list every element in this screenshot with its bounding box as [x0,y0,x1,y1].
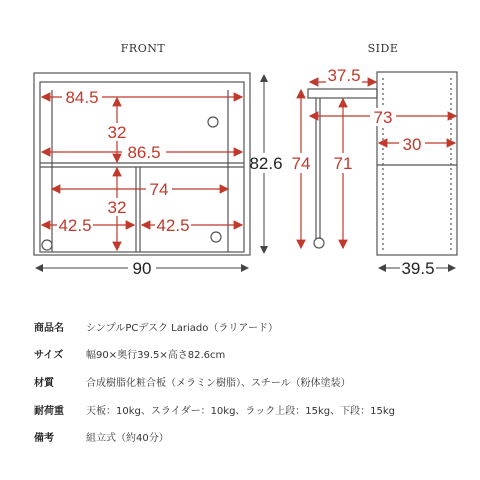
spec-value: 幅90×奥行39.5×高さ82.6cm [86,350,226,361]
side-depth-dim: 39.5 [401,259,435,278]
front-height-dim: 82.6 [249,154,283,173]
front-lower-span-dim: 74 [149,180,169,199]
front-width-dim: 90 [132,259,152,278]
front-knob [208,117,218,127]
side-shelf-depth-dim: 30 [402,135,422,154]
side-total-height-dim: 74 [291,154,311,173]
front-caster-left [42,240,52,250]
spec-label: 材質 [34,378,54,389]
front-view-title: FRONT [120,42,166,55]
spec-value: 組立式（約40分） [86,433,169,444]
front-top-shelf-dim: 84.5 [65,88,99,107]
side-desktop [308,89,377,98]
spec-value: 合成樹脂化粧合板（メラミン樹脂）、スチール（粉体塗装） [86,378,351,389]
side-desk-depth-dim: 73 [373,108,393,127]
spec-row-name [0,319,480,339]
front-middle-width-dim: 86.5 [127,143,161,162]
side-inner-height-dim: 71 [333,154,353,173]
side-caster [314,238,324,248]
spec-label: 商品名 [34,323,64,334]
spec-row-size [0,346,480,366]
spec-label: 備考 [34,433,54,444]
spec-label: サイズ [34,350,64,361]
side-rack-frame [377,72,457,255]
front-lower-opening-dim: 32 [107,198,127,217]
front-right-bay-dim: 42.5 [156,216,190,235]
spec-row-material [0,374,480,394]
side-view-title: SIDE [367,42,399,55]
spec-label: 耐荷重 [34,406,64,417]
spec-value: 天板：10kg、スライダー：10kg、ラック上段：15kg、下段：15kg [86,406,395,417]
spec-row-notes [0,429,480,449]
spec-row-load [0,402,480,422]
spec-value: シンプルPCデスク Lariado（ラリアード） [86,323,279,334]
front-upper-opening-dim: 32 [107,123,127,142]
front-caster-right [211,232,221,242]
front-left-bay-dim: 42.5 [58,216,92,235]
side-top-depth-dim: 37.5 [327,66,361,85]
